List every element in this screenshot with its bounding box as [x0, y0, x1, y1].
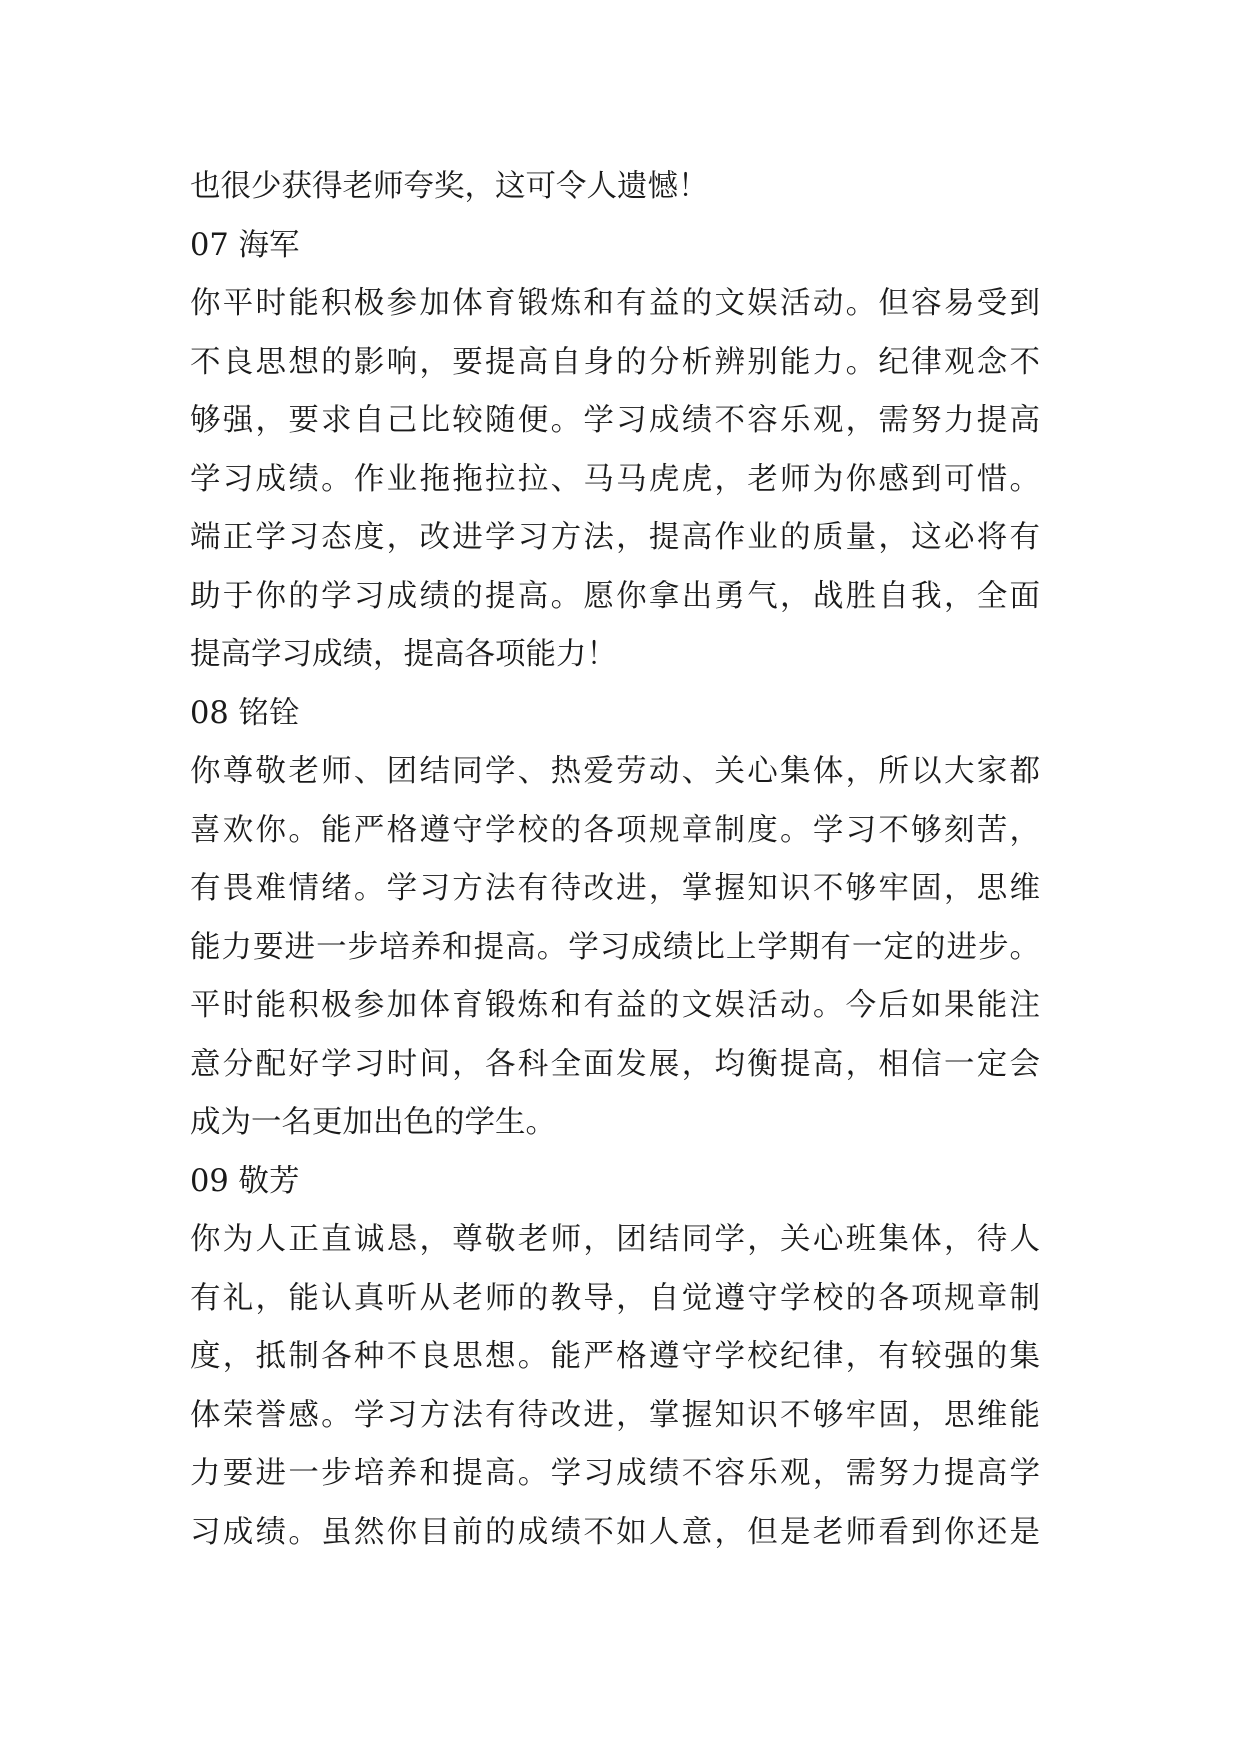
- text-line: 能力要进一步培养和提高。学习成绩比上学期有一定的进步。: [190, 929, 1040, 965]
- text-line: 不良思想的影响，要提高自身的分析辨别能力。纪律观念不: [190, 344, 1040, 380]
- text-line: 你为人正直诚恳，尊敬老师，团结同学，关心班集体，待人: [190, 1222, 1040, 1257]
- text-line: 学习成绩。作业拖拖拉拉、马马虎虎，老师为你感到可惜。: [190, 461, 1040, 497]
- student-heading-07: 07 海军: [190, 227, 300, 263]
- text-line: 成为一名更加出色的学生。: [190, 1105, 556, 1140]
- document-body: [190, 158, 1070, 1562]
- text-line: 助于你的学习成绩的提高。愿你拿出勇气，战胜自我，全面: [190, 578, 1040, 614]
- text-line: 体荣誉感。学习方法有待改进，掌握知识不够牢固，思维能: [190, 1397, 1040, 1433]
- text-line: 够强，要求自己比较随便。学习成绩不容乐观，需努力提高: [190, 403, 1040, 438]
- student-heading-09: 09 敬芳: [190, 1163, 300, 1199]
- text-line: 平时能积极参加体育锻炼和有益的文娱活动。今后如果能注: [190, 988, 1040, 1023]
- text-line: 有礼，能认真听从老师的教导，自觉遵守学校的各项规章制: [190, 1280, 1040, 1316]
- student-heading-08: 08 铭铨: [190, 695, 300, 731]
- text-line: 意分配好学习时间，各科全面发展，均衡提高，相信一定会: [190, 1046, 1040, 1082]
- text-line: 你平时能积极参加体育锻炼和有益的文娱活动。但容易受到: [190, 286, 1040, 321]
- text-line: 端正学习态度，改进学习方法，提高作业的质量，这必将有: [190, 520, 1040, 555]
- text-line: 力要进一步培养和提高。学习成绩不容乐观，需努力提高学: [190, 1456, 1040, 1491]
- text-line: 喜欢你。能严格遵守学校的各项规章制度。学习不够刻苦，: [190, 812, 1040, 848]
- text-line: 提高学习成绩，提高各项能力！: [190, 637, 617, 672]
- text-line: 你尊敬老师、团结同学、热爱劳动、关心集体，所以大家都: [190, 754, 1040, 789]
- text-line: 习成绩。虽然你目前的成绩不如人意，但是老师看到你还是: [190, 1514, 1040, 1550]
- text-line: 有畏难情绪。学习方法有待改进，掌握知识不够牢固，思维: [190, 871, 1040, 906]
- text-line: 度，抵制各种不良思想。能严格遵守学校纪律，有较强的集: [190, 1339, 1040, 1374]
- text-line: 也很少获得老师夸奖，这可令人遗憾！: [190, 169, 709, 204]
